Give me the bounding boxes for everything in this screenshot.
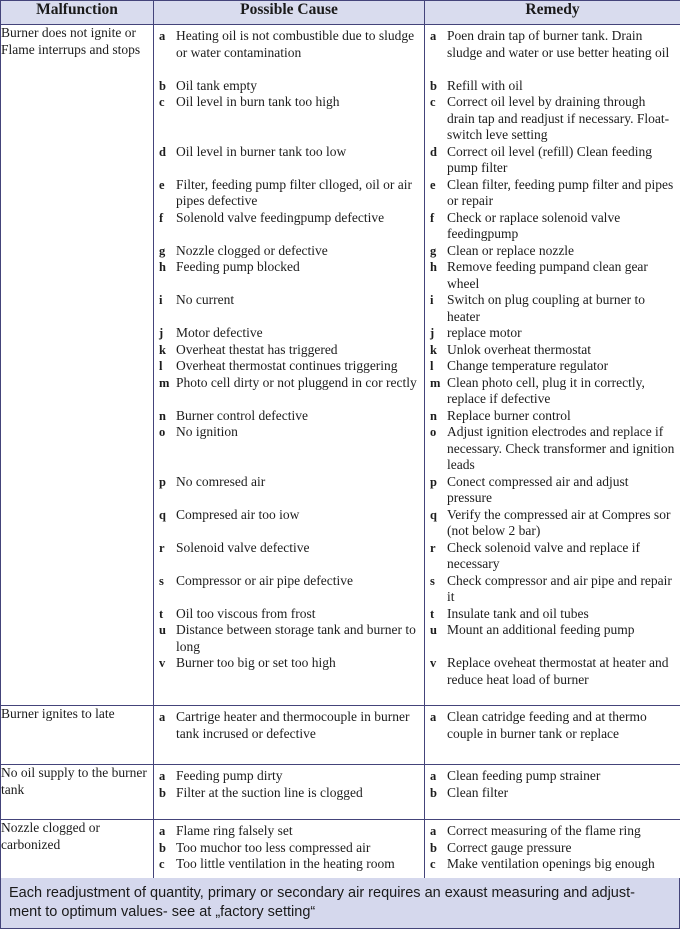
remedy-item bbox=[430, 358, 676, 375]
remedy-item bbox=[430, 474, 676, 507]
cause-letter: e bbox=[159, 177, 165, 192]
remedy-item bbox=[430, 408, 676, 425]
cause-item bbox=[159, 177, 421, 210]
remedy-letter: v bbox=[430, 656, 437, 670]
cause-item bbox=[159, 210, 421, 243]
cause-letter: g bbox=[159, 243, 166, 258]
remedy-item bbox=[430, 507, 676, 540]
remedy-item bbox=[430, 622, 676, 655]
remedy-text: Insulate tank and oil tubes bbox=[447, 605, 589, 621]
cause-text: Too muchor too less compressed air bbox=[176, 839, 371, 855]
cause-text: Flame ring falsely set bbox=[176, 823, 293, 838]
remedy-text: Mount an additional feeding pump bbox=[447, 622, 635, 637]
cause-text: Oil tank empty bbox=[176, 77, 257, 93]
cause-text: No ignition bbox=[176, 424, 238, 439]
remedy-text: Remove feeding pumpand clean gear wheel bbox=[447, 259, 648, 291]
cause-letter: c bbox=[159, 95, 165, 109]
cause-text: Solenoid valve defective bbox=[176, 539, 310, 555]
remedy-text: Replace burner control bbox=[447, 407, 571, 423]
cause-text: Overheat thestat has triggered bbox=[176, 341, 338, 357]
remedy-item bbox=[430, 573, 676, 606]
remedy-item bbox=[430, 375, 676, 408]
malfunction-cell: Burner does not ignite or Flame interrups and stops bbox=[1, 25, 154, 706]
remedy-item bbox=[430, 424, 676, 474]
cause-letter: d bbox=[159, 144, 166, 159]
remedy-letter: s bbox=[430, 573, 435, 588]
cause-text: Solenold valve feedingpump defective bbox=[176, 209, 385, 225]
cause-text: Feeding pump dirty bbox=[176, 768, 283, 783]
remedy-letter: b bbox=[430, 785, 437, 800]
header-row bbox=[1, 1, 680, 25]
remedy-item bbox=[430, 259, 676, 292]
remedy-text: Adjust ignition electrodes and replace if necessary. Check transformer and ignition leads bbox=[447, 424, 675, 472]
remedy-text: Clean filter, feeding pump filter and pipes or repair bbox=[447, 176, 674, 208]
remedy-text: Clean catridge feeding and at thermo couple in burner tank or replace bbox=[447, 709, 647, 741]
cause-item bbox=[159, 606, 421, 623]
remedy-item bbox=[430, 210, 676, 243]
table-row bbox=[1, 765, 680, 820]
remedy-letter: t bbox=[430, 606, 435, 621]
cause-letter: a bbox=[159, 824, 166, 838]
remedy-text: Correct gauge pressure bbox=[447, 839, 572, 855]
remedy-letter: e bbox=[430, 177, 436, 192]
remedy-letter: b bbox=[430, 840, 437, 855]
remedy-letter: h bbox=[430, 260, 437, 274]
cause-item bbox=[159, 823, 421, 840]
remedy-letter: l bbox=[430, 359, 434, 373]
causes-cell bbox=[154, 25, 425, 706]
remedy-text: Clean filter bbox=[447, 784, 509, 800]
cause-item bbox=[159, 768, 421, 785]
cause-letter: q bbox=[159, 507, 166, 522]
cause-text: Distance between storage tank and burner to long bbox=[176, 622, 416, 654]
cause-text: Oil too viscous from frost bbox=[176, 605, 316, 621]
cause-item bbox=[159, 785, 421, 802]
cause-text: Oil level in burner tank too low bbox=[176, 143, 347, 159]
remedy-text: Make ventilation openings big enough bbox=[447, 856, 655, 871]
cause-letter: a bbox=[159, 769, 166, 783]
cause-item bbox=[159, 78, 421, 95]
cause-text: Nozzle clogged or defective bbox=[176, 242, 328, 258]
cause-item bbox=[159, 325, 421, 342]
remedy-text: Clean or replace nozzle bbox=[447, 242, 575, 258]
remedy-letter: c bbox=[430, 95, 436, 109]
remedy-letter: d bbox=[430, 144, 437, 159]
cause-letter: k bbox=[159, 342, 166, 357]
remedy-item bbox=[430, 606, 676, 623]
remedy-letter: g bbox=[430, 243, 437, 258]
cause-item bbox=[159, 408, 421, 425]
remedy-item bbox=[430, 94, 676, 144]
cause-item bbox=[159, 94, 421, 144]
remedy-item bbox=[430, 709, 676, 742]
remedy-text: Replace oveheat thermostat at heater and reduce heat load of burner bbox=[447, 655, 669, 687]
cause-item bbox=[159, 259, 421, 292]
cause-item bbox=[159, 540, 421, 573]
remedy-letter: o bbox=[430, 425, 437, 439]
remedy-letter: a bbox=[430, 710, 437, 724]
remedy-item bbox=[430, 28, 676, 78]
remedy-text: Correct oil level (refill) Clean feeding pump filter bbox=[447, 143, 653, 175]
cause-letter: f bbox=[159, 210, 164, 225]
cause-item bbox=[159, 507, 421, 540]
remedy-text: Check compressor and air pipe and repair it bbox=[447, 572, 672, 604]
remedies-cell bbox=[425, 765, 680, 820]
cause-text: Feeding pump blocked bbox=[176, 259, 300, 274]
table-row bbox=[1, 25, 680, 706]
remedy-text: Change temperature regulator bbox=[447, 358, 609, 373]
cause-letter: h bbox=[159, 260, 166, 274]
causes-cell bbox=[154, 820, 425, 879]
remedy-text: Switch on plug coupling at burner to heater bbox=[447, 292, 645, 324]
cause-text: No current bbox=[176, 292, 235, 307]
table-row bbox=[1, 820, 680, 879]
cause-letter: a bbox=[159, 710, 166, 724]
malfunction-cell: Nozzle clogged or carbonized bbox=[1, 820, 154, 879]
remedy-letter: n bbox=[430, 408, 437, 423]
remedy-text: Refill with oil bbox=[447, 77, 523, 93]
cause-letter: b bbox=[159, 785, 166, 800]
cause-item bbox=[159, 243, 421, 260]
cause-letter: u bbox=[159, 623, 166, 637]
remedy-text: Verify the compressed air at Compres sor (not below 2 bar) bbox=[447, 506, 671, 538]
cause-letter: b bbox=[159, 78, 166, 93]
remedy-text: Correct oil level by draining through drain tap and readjust if necessary. Float-switch leve setting bbox=[447, 94, 670, 142]
cause-text: Too little ventilation in the heating room bbox=[176, 856, 395, 871]
remedy-text: Conect compressed air and adjust pressure bbox=[447, 473, 629, 505]
cause-text: Heating oil is not combustible due to sludge or water contamination bbox=[176, 28, 415, 60]
cause-letter: l bbox=[159, 359, 163, 373]
cause-text: Filter, feeding pump filter clloged, oil or air pipes defective bbox=[176, 176, 413, 208]
remedy-letter: b bbox=[430, 78, 437, 93]
malfunction-cell: Burner ignites to late bbox=[1, 706, 154, 765]
cause-text: Cartrige heater and thermocouple in burner tank incrused or defective bbox=[176, 709, 410, 741]
cause-letter: i bbox=[159, 293, 163, 307]
cause-letter: s bbox=[159, 573, 164, 588]
cause-item bbox=[159, 856, 421, 873]
cause-text: Overheat thermostat continues triggering bbox=[176, 358, 398, 373]
cause-item bbox=[159, 292, 421, 325]
cause-text: Burner too big or set too high bbox=[176, 655, 336, 670]
cause-letter: a bbox=[159, 29, 166, 43]
remedy-text: Clean photo cell, plug it in correctly, replace if defective bbox=[447, 374, 645, 406]
cause-item bbox=[159, 709, 421, 742]
causes-cell bbox=[154, 765, 425, 820]
remedy-item bbox=[430, 823, 676, 840]
cause-text: Oil level in burn tank too high bbox=[176, 94, 340, 109]
cause-text: Compressor or air pipe defective bbox=[176, 572, 353, 588]
remedy-text: Clean feeding pump strainer bbox=[447, 768, 601, 783]
cause-item bbox=[159, 28, 421, 78]
cause-item bbox=[159, 375, 421, 408]
remedy-item bbox=[430, 856, 676, 873]
remedy-text: Poen drain tap of burner tank. Drain sludge and water or use better heating oil bbox=[447, 28, 670, 60]
remedy-item bbox=[430, 785, 676, 802]
remedy-item bbox=[430, 655, 676, 688]
remedy-text: Check or raplace solenoid valve feedingpump bbox=[447, 209, 621, 241]
remedy-item bbox=[430, 768, 676, 785]
cause-letter: c bbox=[159, 857, 165, 871]
cause-letter: v bbox=[159, 656, 166, 670]
malfunction-cell: No oil supply to the burner tank bbox=[1, 765, 154, 820]
remedy-letter: a bbox=[430, 29, 437, 43]
remedy-item bbox=[430, 325, 676, 342]
footnote: Each readjustment of quantity, primary or secondary air requires an exaust measuring and adjust- ment to optimum values- see at „factory setting“ bbox=[0, 878, 680, 929]
cause-text: Motor defective bbox=[176, 325, 263, 340]
remedy-letter: a bbox=[430, 769, 437, 783]
cause-text: Burner control defective bbox=[176, 407, 308, 423]
cause-letter: n bbox=[159, 408, 166, 423]
cause-letter: o bbox=[159, 425, 166, 439]
remedy-item bbox=[430, 243, 676, 260]
remedy-text: Correct measuring of the flame ring bbox=[447, 823, 641, 838]
cause-item bbox=[159, 573, 421, 606]
cause-item bbox=[159, 622, 421, 655]
cause-item bbox=[159, 144, 421, 177]
remedy-letter: i bbox=[430, 293, 434, 307]
cause-letter: m bbox=[159, 375, 170, 390]
cause-text: Photo cell dirty or not pluggend in cor rectly bbox=[176, 374, 417, 390]
remedy-letter: p bbox=[430, 474, 437, 489]
remedy-item bbox=[430, 144, 676, 177]
remedy-letter: c bbox=[430, 857, 436, 871]
remedy-letter: q bbox=[430, 507, 437, 522]
cause-letter: j bbox=[159, 326, 164, 340]
cause-text: No comresed air bbox=[176, 473, 266, 489]
header-remedy: Remedy bbox=[425, 1, 680, 25]
cause-item bbox=[159, 474, 421, 507]
remedy-item bbox=[430, 292, 676, 325]
remedy-letter: m bbox=[430, 375, 441, 390]
remedy-item bbox=[430, 177, 676, 210]
remedy-text: replace motor bbox=[447, 325, 522, 340]
remedy-item bbox=[430, 840, 676, 857]
remedy-letter: a bbox=[430, 824, 437, 838]
header-malfunction: Malfunction bbox=[1, 1, 154, 25]
cause-item bbox=[159, 358, 421, 375]
cause-letter: b bbox=[159, 840, 166, 855]
remedies-cell bbox=[425, 25, 680, 706]
remedy-item bbox=[430, 540, 676, 573]
remedies-cell bbox=[425, 706, 680, 765]
cause-item bbox=[159, 424, 421, 474]
header-possible-cause: Possible Cause bbox=[154, 1, 425, 25]
cause-letter: t bbox=[159, 606, 164, 621]
remedy-item bbox=[430, 78, 676, 95]
remedy-letter: f bbox=[430, 210, 435, 225]
cause-text: Filter at the suction line is clogged bbox=[176, 784, 363, 800]
cause-text: Compresed air too iow bbox=[176, 506, 300, 522]
remedy-item bbox=[430, 342, 676, 359]
cause-letter: r bbox=[159, 540, 165, 555]
cause-item bbox=[159, 342, 421, 359]
remedies-cell bbox=[425, 820, 680, 879]
cause-item bbox=[159, 840, 421, 857]
remedy-letter: r bbox=[430, 540, 436, 555]
causes-cell bbox=[154, 706, 425, 765]
remedy-text: Unlok overheat thermostat bbox=[447, 341, 591, 357]
table-row bbox=[1, 706, 680, 765]
cause-item bbox=[159, 655, 421, 688]
remedy-text: Check solenoid valve and replace if necessary bbox=[447, 539, 641, 571]
remedy-letter: k bbox=[430, 342, 437, 357]
remedy-letter: u bbox=[430, 623, 437, 637]
cause-letter: p bbox=[159, 474, 166, 489]
remedy-letter: j bbox=[430, 326, 435, 340]
